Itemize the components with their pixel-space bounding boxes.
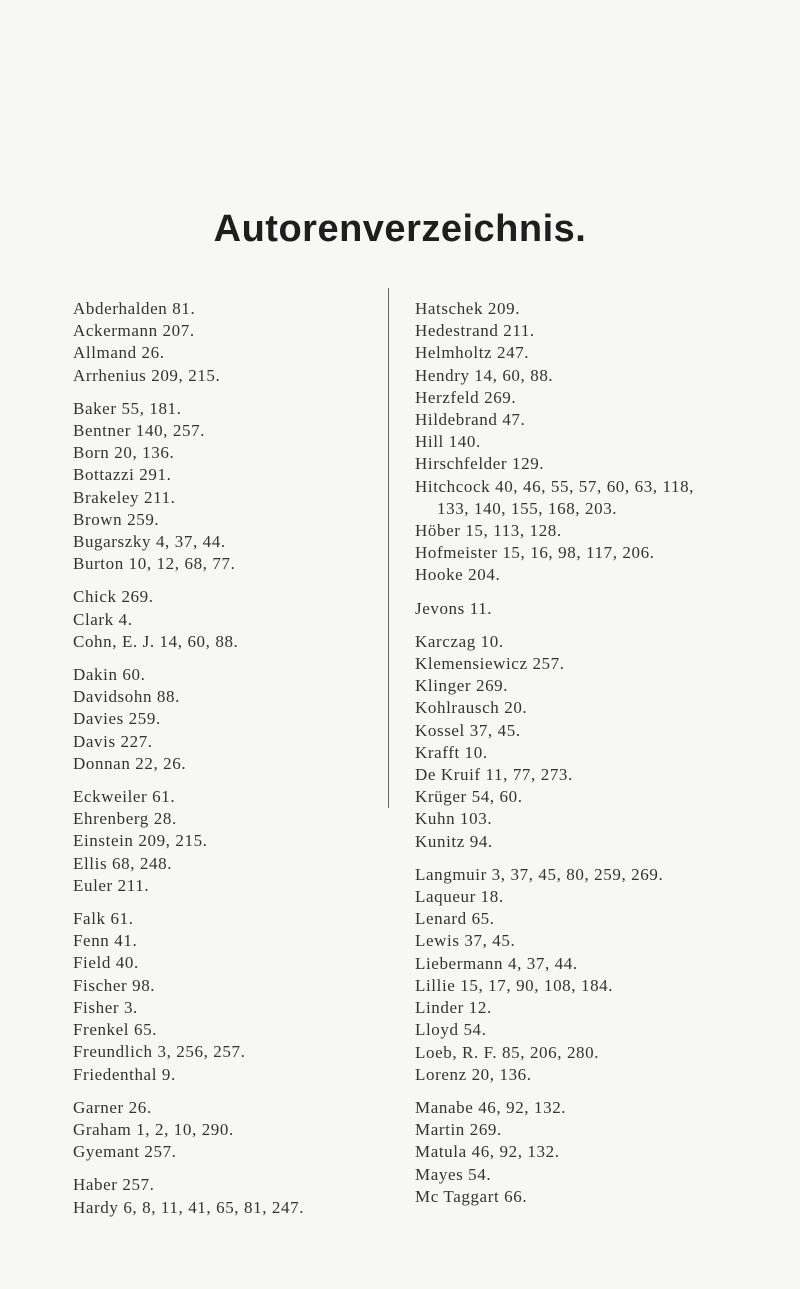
index-entry: Cohn, E. J. 14, 60, 88. — [73, 631, 239, 651]
index-entry: Kuhn 103. — [415, 809, 493, 829]
index-entry: Hitchcock 40, 46, 55, 57, 60, 63, 118, — [415, 476, 695, 496]
index-entry: Bentner 140, 257. — [73, 421, 206, 441]
index-entry: Hofmeister 15, 16, 98, 117, 206. — [415, 543, 655, 563]
index-entry: Einstein 209, 215. — [73, 831, 208, 851]
index-entry: Dakin 60. — [73, 665, 146, 685]
index-entry: Burton 10, 12, 68, 77. — [73, 554, 236, 574]
index-letter-group — [415, 864, 795, 1086]
index-entry: Mayes 54. — [415, 1164, 492, 1184]
index-entry: Hooke 204. — [415, 565, 501, 585]
index-letter-group — [73, 664, 373, 775]
index-entry: Fischer 98. — [73, 975, 156, 995]
index-entry: Laqueur 18. — [415, 887, 504, 907]
index-entry: Friedenthal 9. — [73, 1064, 176, 1084]
index-entry: Manabe 46, 92, 132. — [415, 1097, 567, 1117]
index-entry: Linder 12. — [415, 998, 492, 1018]
index-entry: Martin 269. — [415, 1120, 502, 1140]
index-entry: Abderhalden 81. — [73, 299, 196, 318]
index-entry: Davies 259. — [73, 709, 161, 729]
index-letter-group — [73, 298, 373, 387]
index-entry: De Kruif 11, 77, 273. — [415, 765, 573, 785]
index-entry: Hendry 14, 60, 88. — [415, 365, 554, 385]
index-entry: Kunitz 94. — [415, 831, 493, 851]
index-entry: Lillie 15, 17, 90, 108, 184. — [415, 975, 614, 995]
index-letter-group — [73, 786, 373, 897]
index-entry: Brown 259. — [73, 509, 160, 529]
index-entry: Gyemant 257. — [73, 1142, 177, 1162]
index-letter-group — [415, 298, 795, 587]
index-letter-group — [73, 908, 373, 1086]
index-entry: Kohlrausch 20. — [415, 698, 528, 718]
left-index-column — [73, 298, 373, 1219]
index-entry: Ehrenberg 28. — [73, 809, 177, 829]
index-entry: Höber 15, 113, 128. — [415, 521, 562, 541]
index-entry: Hardy 6, 8, 11, 41, 65, 81, 247. — [73, 1197, 305, 1217]
index-entry: Kossel 37, 45. — [415, 720, 521, 740]
index-entry: Liebermann 4, 37, 44. — [415, 953, 578, 973]
column-divider — [388, 288, 389, 808]
index-entry: Hirschfelder 129. — [415, 454, 545, 474]
index-entry: Karczag 10. — [415, 631, 504, 651]
index-entry: Donnan 22, 26. — [73, 753, 187, 773]
index-entry: Ellis 68, 248. — [73, 853, 173, 873]
index-entry: Lloyd 54. — [415, 1020, 487, 1040]
index-entry: Davidsohn 88. — [73, 687, 180, 707]
index-letter-group — [73, 586, 373, 653]
index-entry: Baker 55, 181. — [73, 398, 182, 418]
index-letter-group — [73, 398, 373, 576]
index-entry: Chick 269. — [73, 587, 154, 607]
index-letter-group — [73, 1097, 373, 1164]
index-entry: Clark 4. — [73, 609, 133, 629]
index-entry: Ackermann 207. — [73, 321, 195, 341]
index-entry: Krüger 54, 60. — [415, 787, 523, 807]
index-entry: Field 40. — [73, 953, 139, 973]
index-entry: Matula 46, 92, 132. — [415, 1142, 560, 1162]
index-entry: Brakeley 211. — [73, 487, 176, 507]
index-entry: Born 20, 136. — [73, 443, 175, 463]
index-entry: Langmuir 3, 37, 45, 80, 259, 269. — [415, 864, 664, 884]
index-entry: Herzfeld 269. — [415, 387, 517, 407]
index-entry: Euler 211. — [73, 875, 150, 895]
index-entry: Jevons 11. — [415, 598, 493, 618]
page-title: Autorenverzeichnis. — [213, 208, 587, 250]
index-entry: Hatschek 209. — [415, 299, 521, 318]
index-entry: Lenard 65. — [415, 909, 495, 929]
index-entry: Loeb, R. F. 85, 206, 280. — [415, 1042, 600, 1062]
index-letter-group — [73, 1174, 373, 1218]
index-entry: Frenkel 65. — [73, 1020, 158, 1040]
index-entry: Hedestrand 211. — [415, 321, 535, 341]
index-entry: Lorenz 20, 136. — [415, 1064, 532, 1084]
index-entry: Haber 257. — [73, 1175, 155, 1195]
index-entry: Klinger 269. — [415, 676, 509, 696]
index-letter-group — [415, 1097, 795, 1208]
index-entry: Graham 1, 2, 10, 290. — [73, 1119, 234, 1139]
index-entry: Garner 26. — [73, 1097, 152, 1117]
index-entry: Lewis 37, 45. — [415, 931, 516, 951]
index-letter-group — [415, 598, 795, 620]
index-entry: Arrhenius 209, 215. — [73, 365, 221, 385]
index-entry: Davis 227. — [73, 731, 153, 751]
index-entry: Eckweiler 61. — [73, 787, 176, 807]
index-entry: Hildebrand 47. — [415, 410, 526, 430]
index-entry: Fenn 41. — [73, 931, 138, 951]
index-entry: Krafft 10. — [415, 742, 488, 762]
index-entry: Bottazzi 291. — [73, 465, 172, 485]
index-entry: Mc Taggart 66. — [415, 1186, 528, 1206]
index-entry: Hill 140. — [415, 432, 481, 452]
index-entry: Freundlich 3, 256, 257. — [73, 1042, 246, 1062]
index-entry: Klemensiewicz 257. — [415, 654, 565, 674]
right-index-column — [415, 298, 795, 1208]
index-letter-group — [415, 631, 795, 853]
index-entry: Fisher 3. — [73, 997, 138, 1017]
index-entry: 133, 140, 155, 168, 203. — [437, 498, 618, 518]
index-entry: Bugarszky 4, 37, 44. — [73, 532, 226, 552]
index-entry: Allmand 26. — [73, 343, 165, 363]
index-entry: Falk 61. — [73, 909, 134, 929]
index-entry: Helmholtz 247. — [415, 343, 530, 363]
